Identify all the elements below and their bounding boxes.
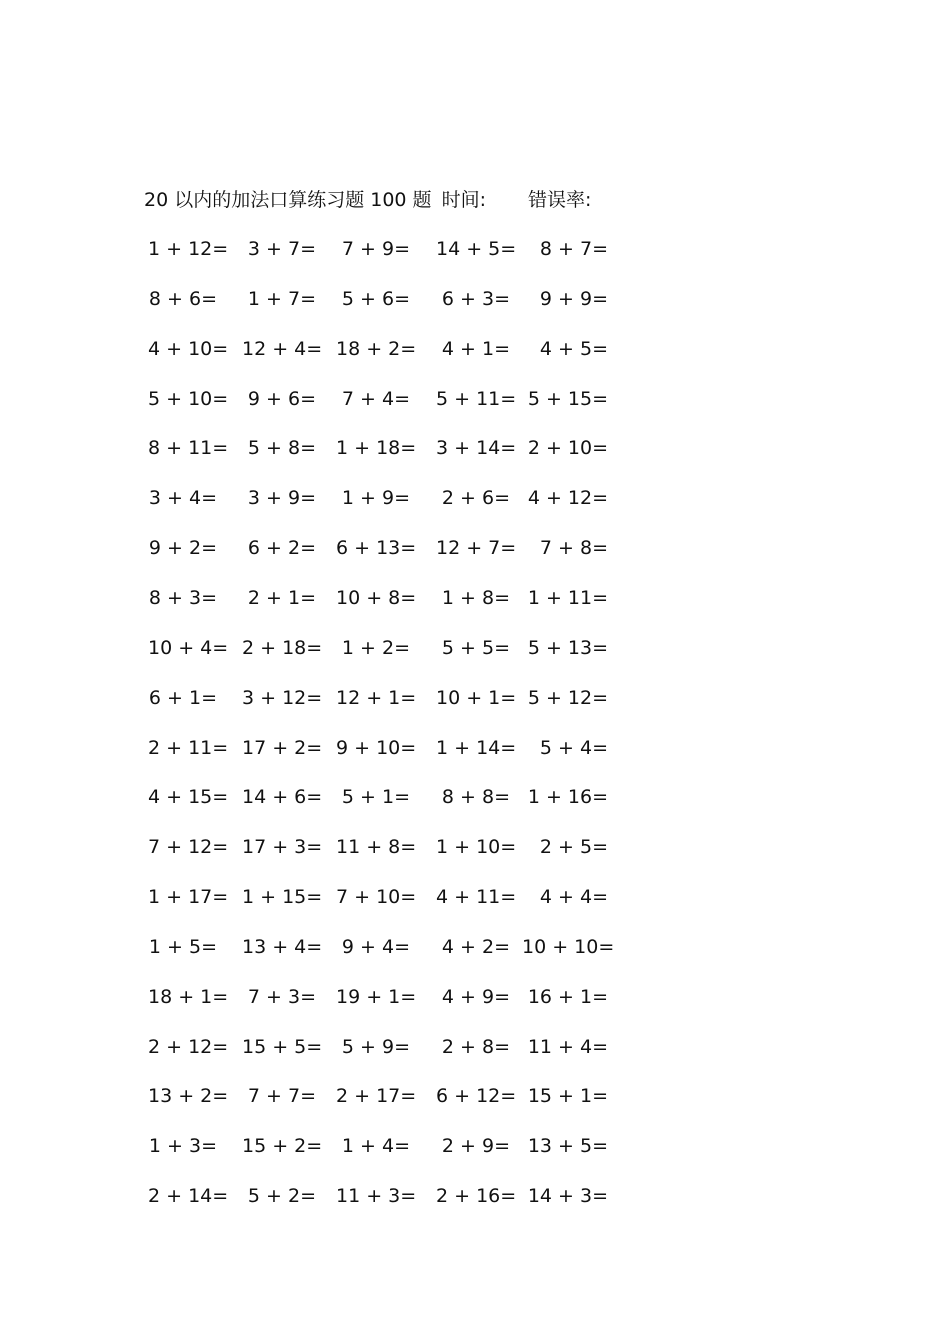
problem-item: 1 + 12= [148,238,229,260]
problem-item: 4 + 11= [436,886,517,909]
problem-row [0,832,950,862]
problem-item: 8 + 11= [148,437,229,460]
problem-item: 9 + 4= [341,935,410,958]
problem-item: 5 + 11= [436,387,517,410]
problem-item: 1 + 2= [341,636,410,659]
problem-row [0,533,950,563]
problem-item: 8 + 3= [148,586,217,609]
problem-item: 10 + 10= [522,935,615,958]
problem-item: 10 + 4= [148,636,229,659]
problem-item: 9 + 6= [247,387,316,410]
problem-item: 1 + 9= [341,487,410,510]
problem-item: 5 + 6= [341,287,410,310]
problem-item: 2 + 10= [527,437,608,460]
problem-item: 10 + 8= [336,586,417,609]
problem-item: 2 + 16= [436,1185,517,1208]
problem-item: 5 + 15= [527,387,608,410]
problem-item: 7 + 4= [341,387,410,410]
problem-item: 4 + 1= [441,337,510,360]
problem-item: 2 + 6= [441,487,510,510]
problem-item: 6 + 2= [247,537,316,560]
problem-row [0,982,950,1012]
problem-item: 7 + 7= [247,1085,316,1108]
problem-item: 8 + 8= [441,786,510,809]
problem-row [0,384,950,414]
problem-item: 2 + 17= [336,1085,417,1108]
problem-item: 4 + 4= [539,886,608,909]
problem-item: 5 + 1= [341,786,410,809]
problem-row [0,782,950,812]
problem-item: 5 + 5= [441,636,510,659]
problem-item: 18 + 1= [148,985,229,1008]
problem-row [0,932,950,962]
problem-row [0,882,950,912]
time-label: 时间: [441,189,486,211]
problem-item: 2 + 1= [247,586,316,609]
problem-item: 5 + 4= [539,736,608,759]
problem-row [0,633,950,663]
problem-row [0,284,950,314]
problem-item: 2 + 12= [148,1035,229,1058]
problem-item: 13 + 4= [242,935,323,958]
problem-row [0,1131,950,1161]
problem-row [0,733,950,763]
problem-item: 5 + 2= [247,1185,316,1208]
problem-item: 5 + 9= [341,1035,410,1058]
problem-row [0,234,950,264]
problem-item: 3 + 9= [247,487,316,510]
problem-item: 7 + 3= [247,985,316,1008]
problem-item: 3 + 12= [242,686,323,709]
problem-item: 2 + 11= [148,736,229,759]
problem-item: 1 + 7= [247,287,316,310]
problem-item: 15 + 1= [527,1085,608,1108]
problem-item: 14 + 5= [436,238,517,260]
problem-item: 1 + 18= [336,437,417,460]
problem-item: 12 + 7= [436,537,517,560]
problem-item: 1 + 11= [527,586,608,609]
problem-item: 9 + 10= [336,736,417,759]
problem-item: 8 + 7= [539,238,608,260]
problem-item: 16 + 1= [527,985,608,1008]
problem-item: 11 + 3= [336,1185,417,1208]
problem-item: 18 + 2= [336,337,417,360]
problem-item: 13 + 2= [148,1085,229,1108]
problem-item: 17 + 3= [242,836,323,859]
problem-row [0,334,950,364]
problem-item: 3 + 4= [148,487,217,510]
problem-item: 1 + 17= [148,886,229,909]
problem-item: 5 + 10= [148,387,229,410]
problem-row [0,483,950,513]
problem-item: 11 + 8= [336,836,417,859]
problem-item: 3 + 14= [436,437,517,460]
problem-item: 7 + 10= [336,886,417,909]
problem-item: 1 + 8= [441,586,510,609]
problem-item: 5 + 13= [527,636,608,659]
problem-item: 5 + 12= [527,686,608,709]
problem-item: 6 + 13= [336,537,417,560]
problem-item: 4 + 5= [539,337,608,360]
worksheet-title: 20 以内的加法口算练习题 100 题 [144,189,432,211]
problem-item: 19 + 1= [336,985,417,1008]
problem-item: 2 + 9= [441,1135,510,1158]
problem-item: 7 + 12= [148,836,229,859]
problem-item: 9 + 9= [539,287,608,310]
problem-item: 13 + 5= [527,1135,608,1158]
problem-item: 2 + 5= [539,836,608,859]
problem-item: 4 + 10= [148,337,229,360]
problem-item: 1 + 14= [436,736,517,759]
problem-item: 14 + 3= [527,1185,608,1208]
problem-item: 6 + 3= [441,287,510,310]
problem-item: 15 + 2= [242,1135,323,1158]
problem-item: 5 + 8= [247,437,316,460]
problem-item: 4 + 2= [441,935,510,958]
problem-item: 7 + 9= [341,238,410,260]
problem-item: 10 + 1= [436,686,517,709]
problem-item: 1 + 16= [527,786,608,809]
problem-item: 4 + 12= [527,487,608,510]
problem-row [0,433,950,463]
problem-item: 9 + 2= [148,537,217,560]
problem-item: 7 + 8= [539,537,608,560]
problem-item: 6 + 1= [148,686,217,709]
problem-item: 2 + 14= [148,1185,229,1208]
problem-item: 12 + 4= [242,337,323,360]
problem-item: 8 + 6= [148,287,217,310]
problem-item: 3 + 7= [247,238,316,260]
problem-item: 6 + 12= [436,1085,517,1108]
problem-row [0,683,950,713]
problem-item: 1 + 4= [341,1135,410,1158]
problem-item: 4 + 15= [148,786,229,809]
problem-item: 1 + 3= [148,1135,217,1158]
problem-item: 11 + 4= [527,1035,608,1058]
problem-item: 14 + 6= [242,786,323,809]
problem-item: 1 + 15= [242,886,323,909]
problem-item: 2 + 18= [242,636,323,659]
problem-row [0,1081,950,1111]
problem-item: 1 + 5= [148,935,217,958]
problem-row [0,583,950,613]
problem-item: 17 + 2= [242,736,323,759]
problem-item: 1 + 10= [436,836,517,859]
problem-item: 4 + 9= [441,985,510,1008]
error-rate-label: 错误率: [527,189,592,211]
problem-item: 2 + 8= [441,1035,510,1058]
problem-item: 12 + 1= [336,686,417,709]
problem-item: 15 + 5= [242,1035,323,1058]
problem-row [0,1032,950,1062]
problem-row [0,1181,950,1211]
